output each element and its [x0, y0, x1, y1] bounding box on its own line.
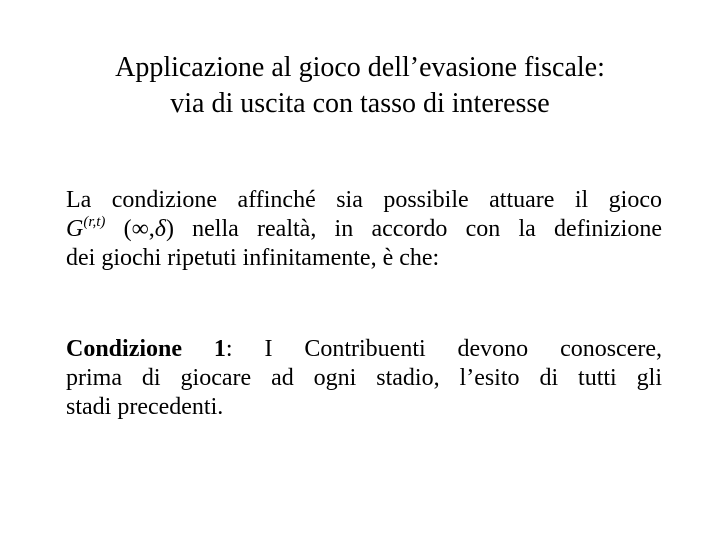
paragraph-condition-1	[66, 335, 662, 422]
title-line-2: via di uscita con tasso di interesse	[170, 88, 550, 119]
delta-symbol: δ	[154, 216, 166, 242]
game-args-open: (	[105, 216, 132, 242]
condition-label: Condizione	[66, 336, 183, 362]
title-line-1: Applicazione al gioco dell’evasione fiscale:	[115, 52, 605, 83]
slide-title	[0, 50, 720, 122]
paragraph2-line-3: stadi precedenti.	[66, 394, 224, 420]
paragraph1-line-1: La condizione affinché sia possibile attuare il gioco	[66, 187, 662, 213]
condition-number: 1	[213, 336, 226, 362]
paragraph-condition-intro	[66, 186, 662, 273]
paragraph2-line-2: prima di giocare ad ogni stadio, l’esito di tutti gli	[66, 365, 662, 391]
paragraph2-line-1	[66, 335, 662, 364]
infinity-symbol: ∞	[131, 216, 149, 242]
paragraph1-line-2	[66, 215, 662, 244]
args-comma: ,	[148, 216, 155, 242]
paragraph2-line-1-rest: : I Contribuenti devono conoscere,	[225, 336, 663, 362]
paragraph1-line-2-rest: ) nella realtà, in accordo con la definizione	[165, 216, 662, 242]
game-superscript: (r,t)	[83, 214, 106, 230]
paragraph1-line-3: dei giochi ripetuti infinitamente, è che:	[66, 245, 440, 271]
game-symbol: G	[66, 216, 84, 242]
